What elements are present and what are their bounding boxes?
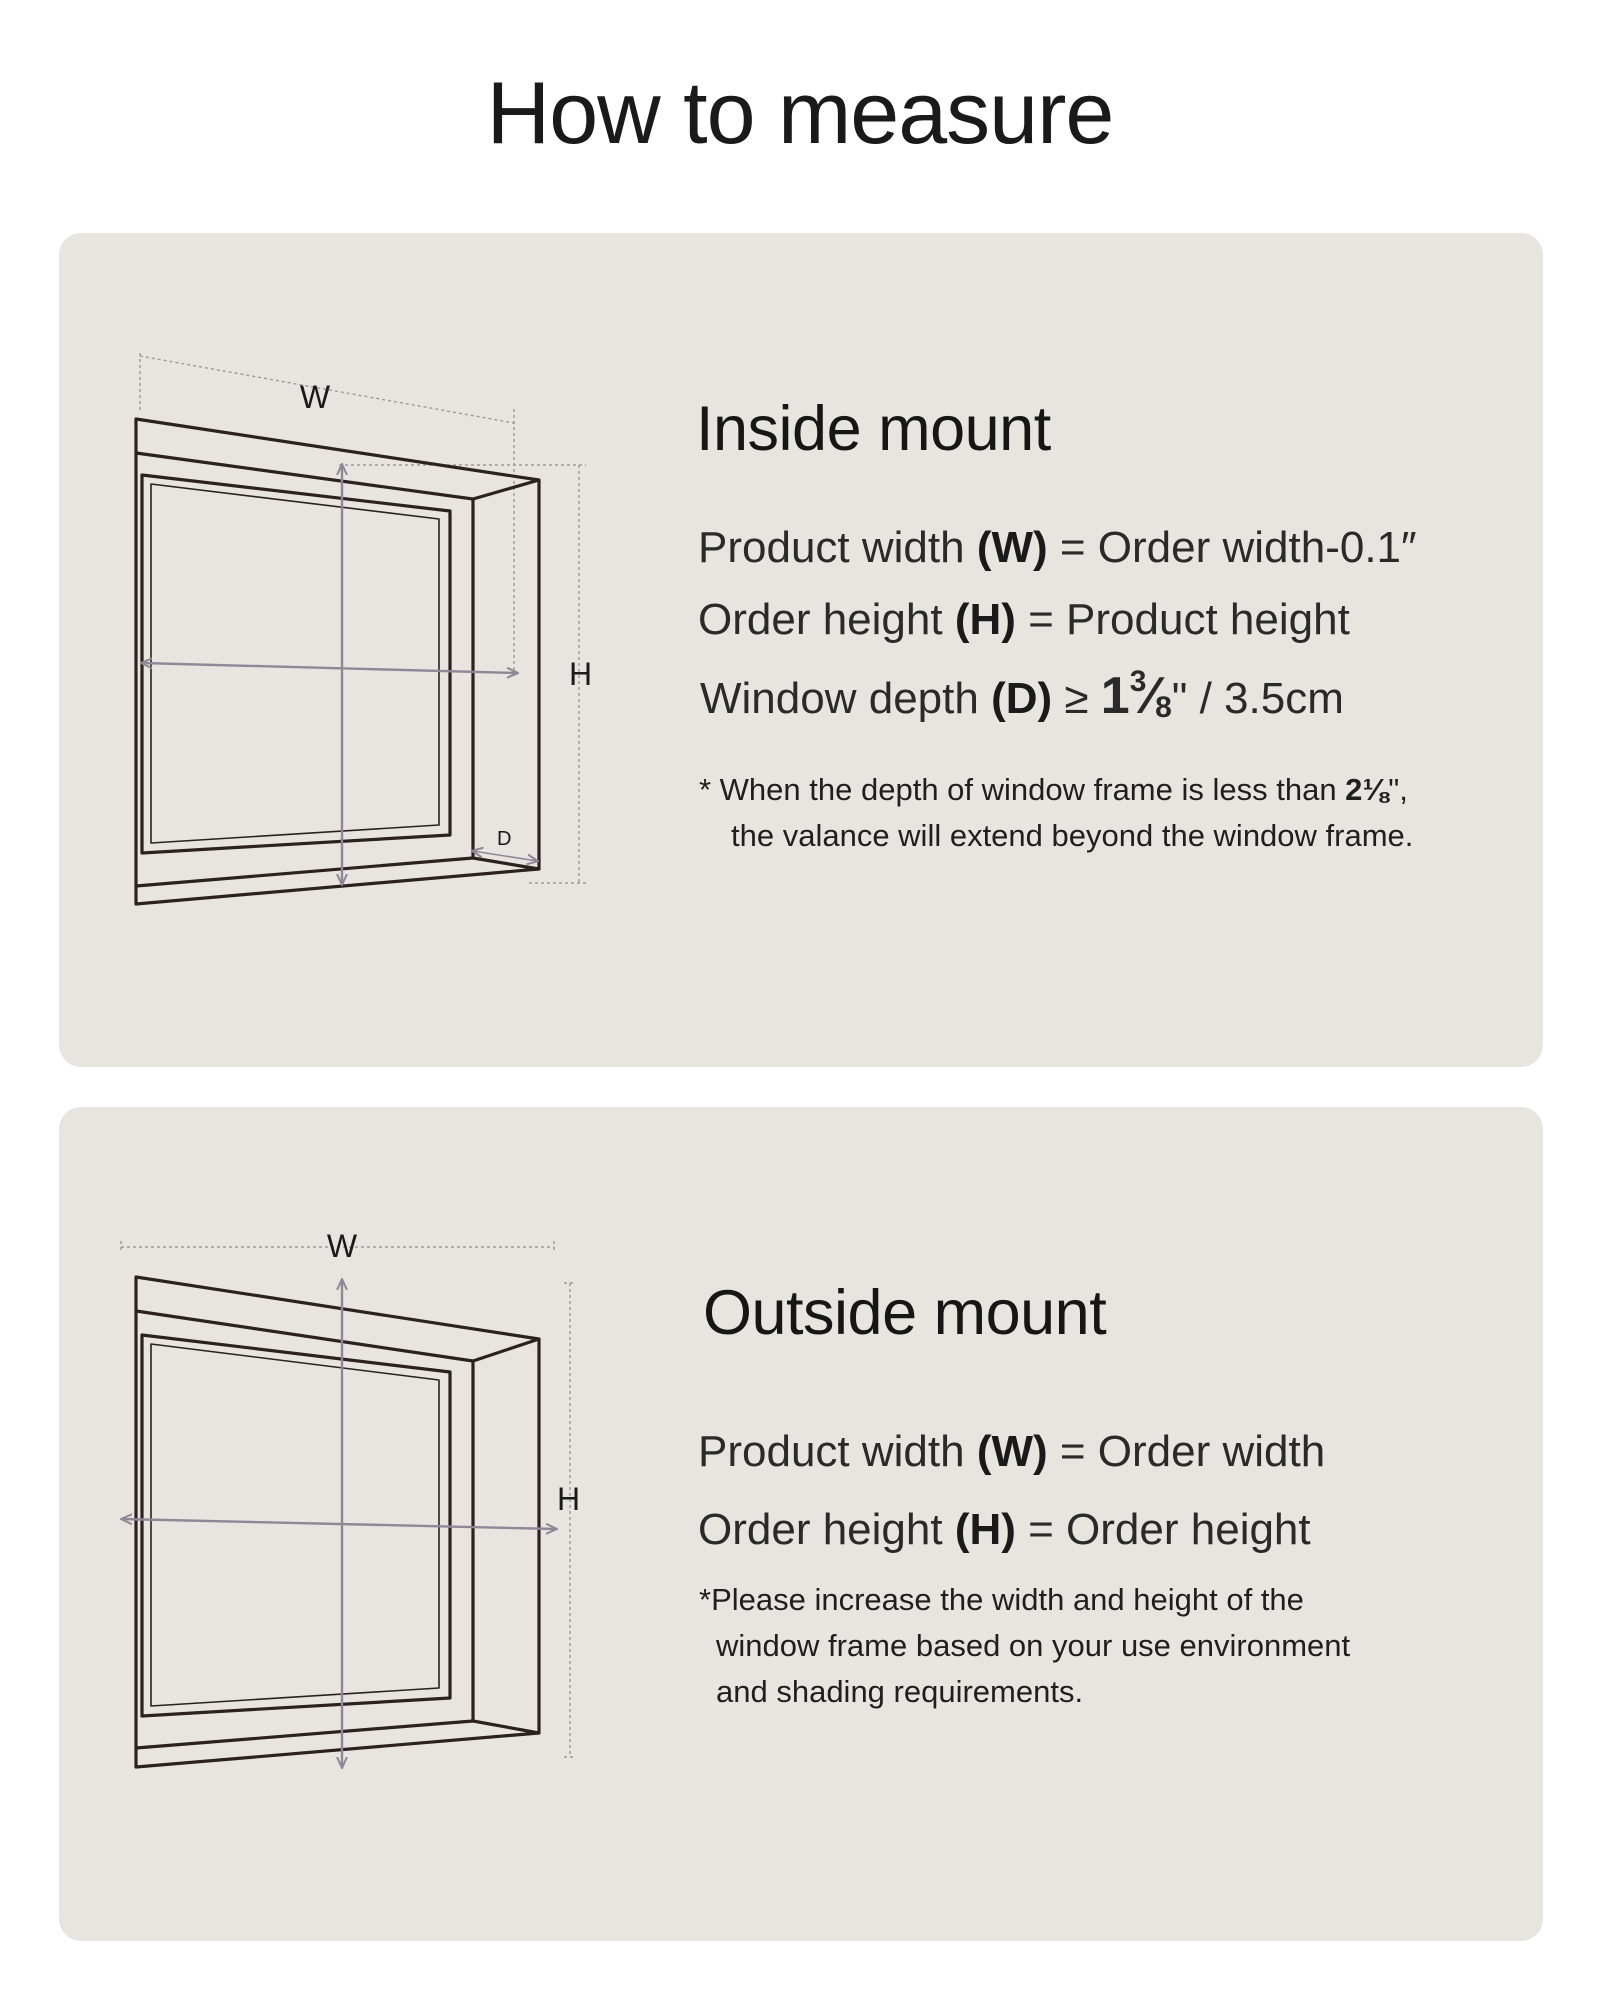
outside-mount-heading: Outside mount bbox=[703, 1278, 1107, 1348]
outside-mount-panel bbox=[59, 1107, 1543, 1941]
page-title: How to measure bbox=[486, 63, 1114, 162]
inside-height-label: H bbox=[569, 656, 593, 692]
outside-width-arrow bbox=[122, 1519, 556, 1529]
outside-height-formula: Order height (H) = Order height bbox=[698, 1505, 1311, 1554]
inside-height-formula: Order height (H) = Product height bbox=[698, 595, 1350, 644]
inside-depth-label: D bbox=[497, 828, 512, 850]
inside-depth-formula: Window depth $(D) \ge 1^3⁄_8$" / 3.5cm bbox=[700, 665, 1344, 725]
inside-width-formula: Product width (W) = Order width-0.1″ bbox=[698, 523, 1417, 572]
inside-mount-panel bbox=[59, 233, 1543, 1067]
inside-measure-arrows bbox=[142, 465, 537, 884]
outside-window-frame bbox=[136, 1277, 539, 1767]
outside-width-label: W bbox=[326, 1228, 358, 1264]
outside-mount-note: *Please increase the width and height of the window frame based on your use environment and shading requirements. bbox=[699, 1582, 1351, 1709]
inside-mount-window-diagram bbox=[59, 233, 679, 1067]
outside-height-label: H bbox=[557, 1481, 581, 1517]
inside-mount-note: * When the depth of window frame is less than 2⅛", the valance will extend beyond the window frame. bbox=[699, 772, 1414, 853]
inside-window-frame bbox=[136, 419, 539, 904]
inside-width-arrow bbox=[142, 663, 517, 673]
inside-dimension-guides bbox=[140, 353, 586, 883]
outside-width-formula: Product width (W) = Order width bbox=[698, 1427, 1326, 1476]
inside-width-label: W bbox=[299, 379, 331, 415]
depth-fraction: $1^3⁄_8$ bbox=[1100, 665, 1172, 725]
outside-mount-window-diagram bbox=[59, 1107, 679, 1941]
inside-mount-heading: Inside mount bbox=[696, 394, 1051, 464]
